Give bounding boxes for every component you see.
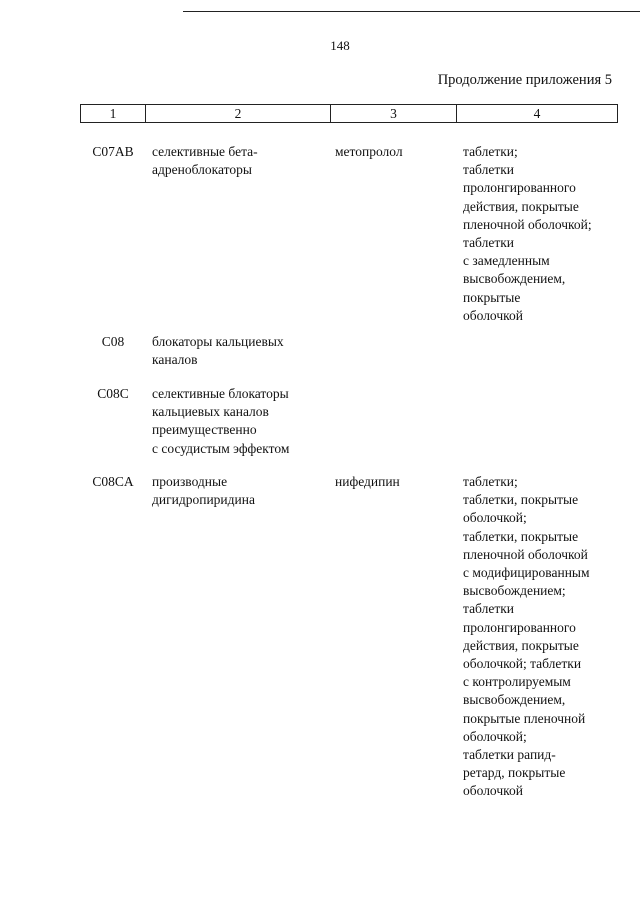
column-header-3: 3 [331, 105, 457, 123]
atc-code: C07AB [92, 144, 134, 159]
pharmacological-group: селективные бета- адреноблокаторы [152, 144, 258, 178]
column-header-1: 1 [81, 105, 146, 123]
column-header-4: 4 [457, 105, 618, 123]
header-row [81, 105, 618, 123]
top-rule [183, 11, 640, 12]
dosage-forms: таблетки; таблетки пролонгированного действия, покрытые пленочной оболочкой; таблетки с замедленным высвобождением, покрытые оболочкой [463, 144, 592, 323]
pharmacological-group: производные дигидропиридина [152, 474, 255, 508]
pharmacological-group: селективные блокаторы кальциевых каналов преимущественно с сосудистым эффектом [152, 386, 290, 456]
drug-name: нифедипин [335, 474, 400, 489]
appendix-continuation-label: Продолжение приложения 5 [437, 72, 612, 88]
page-number: 148 [330, 38, 350, 53]
atc-code: C08CA [92, 474, 134, 489]
pharmacological-group: блокаторы кальциевых каналов [152, 334, 284, 368]
column-header-2: 2 [146, 105, 331, 123]
column-number-header [80, 104, 618, 123]
dosage-forms: таблетки; таблетки, покрытые оболочкой; таблетки, покрытые пленочной оболочкой с модифицированным высвобождением; таблетки пролонгированного действия, покрытые оболочкой; таблетки с контролируемым высвобождением, покрытые пленочной оболочкой; таблетки рапид- ретард, покрытые оболочкой [463, 474, 590, 799]
drug-name: метопролол [335, 144, 403, 159]
atc-code: C08 [101, 334, 125, 349]
atc-code: C08C [97, 386, 129, 401]
